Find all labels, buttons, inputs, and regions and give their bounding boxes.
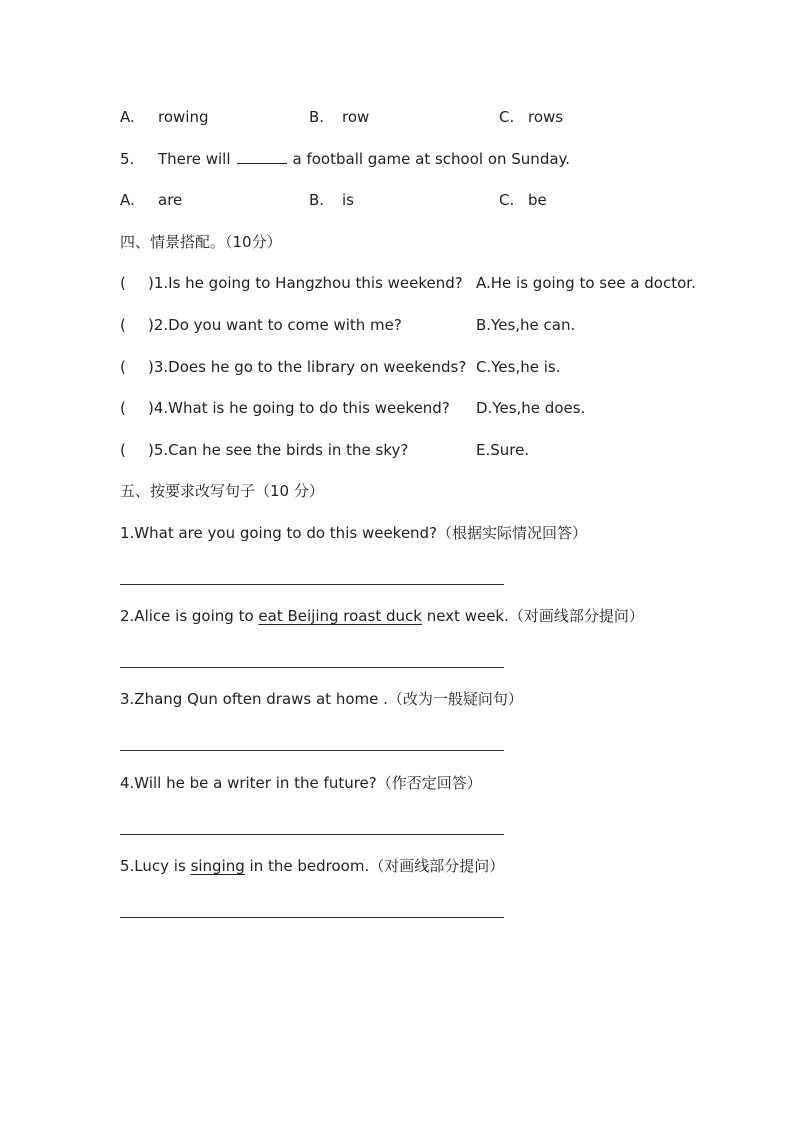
answer-paren[interactable]: (	[120, 358, 126, 376]
answer-paren[interactable]: (	[120, 316, 126, 334]
match-answer: E.Sure.	[476, 441, 530, 459]
option-b-label: B.	[309, 191, 325, 209]
option-c-label: C.	[499, 108, 515, 126]
rewrite-question-1: 1.What are you going to do this weekend?（根据实际情况回答）	[120, 524, 588, 542]
option-b-text: row	[342, 108, 370, 126]
q5-before: 5.Lucy is	[120, 857, 191, 875]
answer-paren[interactable]: (	[120, 399, 126, 417]
match-question: )5.Can he see the birds in the sky?	[148, 441, 409, 459]
option-a-label: A.	[120, 108, 135, 126]
q5-blank[interactable]	[237, 149, 287, 164]
answer-line-3[interactable]	[120, 750, 504, 751]
match-question: )2.Do you want to come with me?	[148, 316, 402, 334]
option-b-text: is	[342, 191, 354, 209]
rewrite-question-3: 3.Zhang Qun often draws at home .（改为一般疑问句）	[120, 690, 523, 708]
match-answer: D.Yes,he does.	[476, 399, 586, 417]
option-c-label: C.	[499, 191, 515, 209]
match-question: )4.What is he going to do this weekend?	[148, 399, 450, 417]
q2-underlined: eat Beijing roast duck	[258, 607, 422, 625]
option-a-text: are	[158, 191, 183, 209]
match-question: )3.Does he go to the library on weekends?	[148, 358, 467, 376]
q5-before: There will	[158, 150, 231, 168]
section4-title: 四、情景搭配。（10分）	[120, 233, 282, 251]
match-question: )1.Is he going to Hangzhou this weekend?	[148, 274, 463, 292]
answer-line-5[interactable]	[120, 917, 504, 918]
q2-after: next week.（对画线部分提问）	[421, 607, 644, 625]
q5-after: a football game at school on Sunday.	[292, 150, 571, 168]
match-answer: A.He is going to see a doctor.	[476, 274, 696, 292]
option-c-text: rows	[528, 108, 564, 126]
q5-number: 5.	[120, 150, 135, 168]
answer-line-2[interactable]	[120, 667, 504, 668]
q5-after: in the bedroom.（对画线部分提问）	[244, 857, 505, 875]
q5-underlined: singing	[190, 857, 245, 875]
option-a-label: A.	[120, 191, 135, 209]
match-answer: C.Yes,he is.	[476, 358, 561, 376]
answer-line-1[interactable]	[120, 584, 504, 585]
rewrite-question-5	[120, 856, 504, 876]
rewrite-question-4: 4.Will he be a writer in the future?（作否定回答）	[120, 774, 482, 792]
match-answer: B.Yes,he can.	[476, 316, 576, 334]
answer-paren[interactable]: (	[120, 274, 126, 292]
option-a-text: rowing	[158, 108, 209, 126]
q2-before: 2.Alice is going to	[120, 607, 259, 625]
q5-sentence	[158, 149, 570, 169]
rewrite-question-2	[120, 606, 644, 626]
answer-line-4[interactable]	[120, 834, 504, 835]
option-b-label: B.	[309, 108, 325, 126]
answer-paren[interactable]: (	[120, 441, 126, 459]
section5-title: 五、按要求改写句子（10 分）	[120, 482, 324, 500]
option-c-text: be	[528, 191, 547, 209]
